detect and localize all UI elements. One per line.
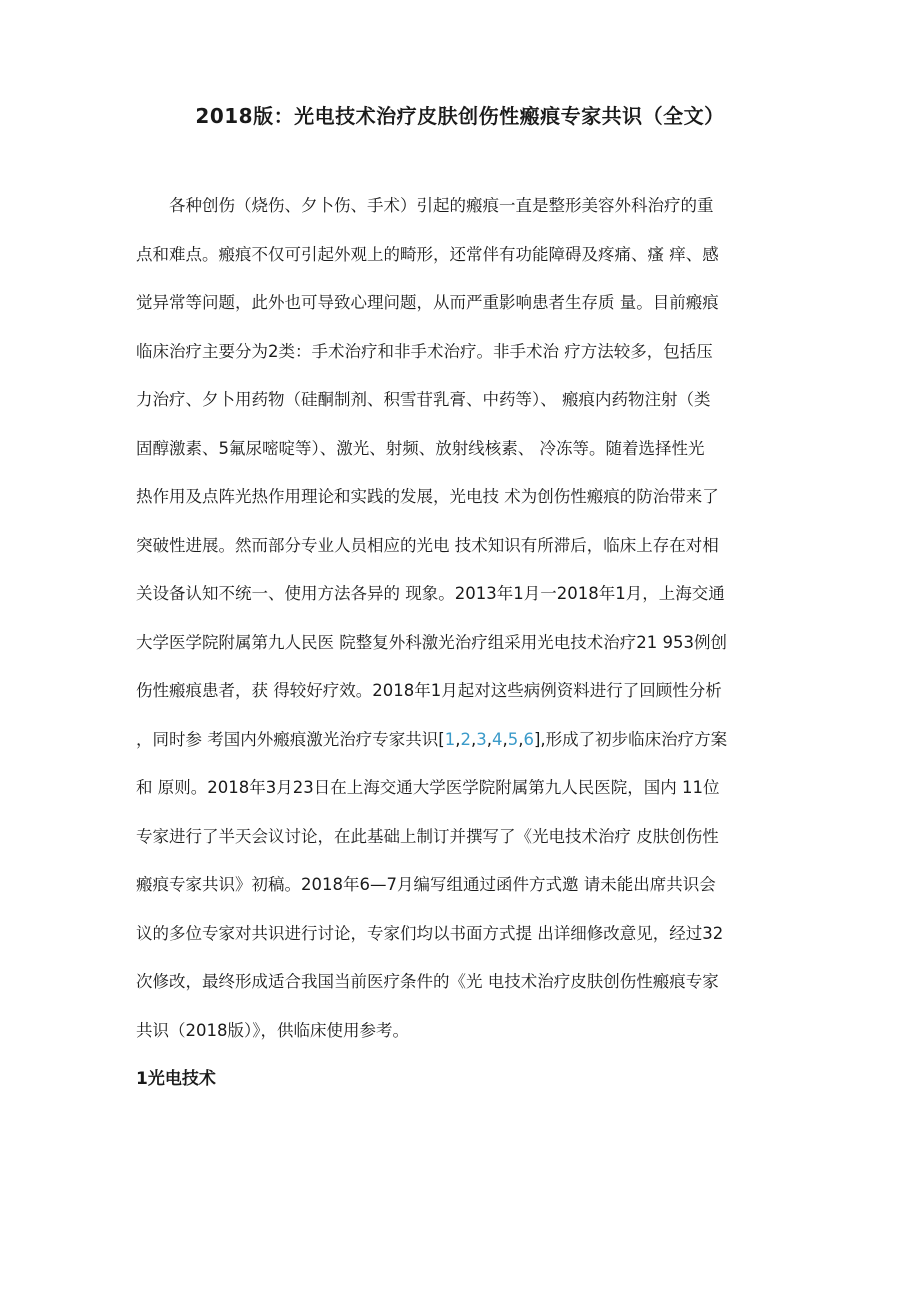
paragraph-line: 固醇激素、5氟尿嘧啶等）、激光、射频、放射线核素、 冷冻等。随着选择性光 [136,438,705,458]
paragraph-line: 关设备认知不统一、使用方法各异的 现象。2013年1月一2018年1月，上海交通 [136,584,725,603]
reference-link-2[interactable]: 2 [460,729,471,749]
ref-separator: , [486,729,492,749]
paragraph-line: 共识（2018版）》，供临床使用参考。 [136,1020,409,1040]
ref-separator: , [470,729,477,749]
page-title: 2018版：光电技术治疗皮肤创伤性瘢痕专家共识（全文） [195,104,725,128]
section-heading: 1光电技术 [136,1069,216,1089]
paragraph-line: 点和难点。瘢痕不仅可引起外观上的畸形，还常伴有功能障碍及疼痛、瘙 痒、感 [136,244,719,264]
paragraph-line-with-refs [136,720,796,769]
paragraph-line: 大学医学院附属第九人民医 院整复外科激光治疗组采用光电技术治疗21 953例创 [136,632,727,652]
paragraph-line: 力治疗、夕卜用药物（硅酮制剂、积雪苷乳膏、中药等）、 瘢痕内药物注射（类 [136,390,711,409]
reference-link-3[interactable]: 3 [476,729,487,749]
ref-separator: , [518,729,524,749]
paragraph-line: 专家进行了半天会议讨论，在此基础上制订并撰写了《光电技术治疗 皮肤创伤性 [136,826,719,846]
ref-separator: , [455,729,461,749]
paragraph-line: 突破性进展。然而部分专业人员相应的光电 技术知识有所滞后，临床上存在对相 [136,535,719,555]
reference-link-5[interactable]: 5 [507,729,519,749]
paragraph-line: 热作用及点阵光热作用理论和实践的发展，光电技 术为创伤性瘢痕的防治带来了 [136,487,719,506]
paragraph-line: 议的多位专家对共识进行讨论，专家们均以书面方式提 出详细修改意见，经过32 [136,923,724,943]
reference-link-1[interactable]: 1 [444,729,456,749]
reference-link-4[interactable]: 4 [491,729,503,749]
paragraph-line: 次修改，最终形成适合我国当前医疗条件的《光 电技术治疗皮肤创伤性瘢痕专家 [136,972,719,991]
paragraph-line: 各种创伤（烧伤、夕卜伤、手术）引起的瘢痕一直是整形美容外科治疗的重 [169,196,714,215]
reference-link-6[interactable]: 6 [523,729,534,749]
ref-line-after: ],形成了初步临床治疗方案 [533,729,728,749]
ref-line-before: ，同时参 考国内外瘢痕激光治疗专家共识[ [136,729,445,749]
paragraph-line: 和 原则。2018年3月23日在上海交通大学医学院附属第九人民医院，国内 11位 [136,778,720,797]
intro-paragraph [136,186,796,1059]
paragraph-line: 临床治疗主要分为2类：手术治疗和非手术治疗。非手术治 疗方法较多，包括压 [136,341,713,361]
paragraph-line: 觉异常等问题，此外也可导致心理问题，从而严重影响患者生存质 量。目前瘢痕 [136,293,719,312]
ref-separator: , [502,729,508,749]
paragraph-line: 伤性瘢痕患者，获 得较好疗效。2018年1月起对这些病例资料进行了回顾性分析 [136,681,722,700]
paragraph-line: 瘢痕专家共识》初稿。2018年6—7月编写组通过函件方式邀 请未能出席共识会 [136,875,716,894]
